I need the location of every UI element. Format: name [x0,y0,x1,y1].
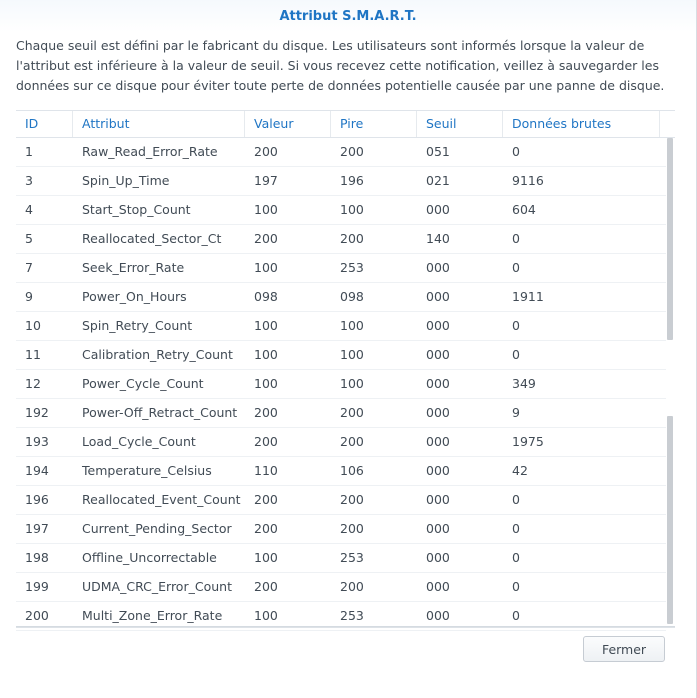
cell-id: 194 [25,463,49,478]
cell-attribute: Power-Off_Retract_Count [82,405,238,420]
cell-raw-data: 0 [512,550,520,565]
cell-id: 197 [25,521,49,536]
table-row[interactable] [16,138,666,167]
cell-attribute: Load_Cycle_Count [82,434,196,449]
cell-value: 100 [254,376,278,391]
cell-attribute: Temperature_Celsius [82,463,212,478]
table-row[interactable] [16,341,666,370]
table-row[interactable] [16,399,666,428]
cell-attribute: Raw_Read_Error_Rate [82,144,218,159]
cell-attribute: Multi_Zone_Error_Rate [82,608,223,623]
table-row[interactable] [16,225,666,254]
cell-raw-data: 349 [512,376,536,391]
cell-raw-data: 0 [512,579,520,594]
cell-value: 197 [254,173,278,188]
cell-id: 192 [25,405,49,420]
column-header-attribute[interactable]: Attribut [73,111,245,137]
cell-id: 11 [25,347,41,362]
cell-value: 100 [254,318,278,333]
cell-threshold: 000 [426,463,450,478]
table-row[interactable] [16,283,666,312]
cell-worst: 200 [340,434,364,449]
table-row[interactable] [16,196,666,225]
cell-worst: 098 [340,289,364,304]
cell-id: 199 [25,579,49,594]
cell-worst: 100 [340,202,364,217]
table-row[interactable] [16,312,666,341]
cell-value: 100 [254,550,278,565]
cell-worst: 253 [340,608,364,623]
cell-threshold: 000 [426,347,450,362]
cell-value: 100 [254,347,278,362]
cell-raw-data: 0 [512,608,520,623]
cell-threshold: 000 [426,318,450,333]
cell-attribute: Power_Cycle_Count [82,376,204,391]
cell-value: 100 [254,202,278,217]
cell-worst: 253 [340,260,364,275]
cell-worst: 200 [340,144,364,159]
cell-threshold: 051 [426,144,450,159]
footer-divider [16,627,675,628]
cell-value: 200 [254,144,278,159]
cell-attribute: Calibration_Retry_Count [82,347,233,362]
cell-threshold: 000 [426,608,450,623]
cell-attribute: Current_Pending_Sector [82,521,232,536]
cell-id: 200 [25,608,49,623]
cell-attribute: Seek_Error_Rate [82,260,185,275]
cell-id: 9 [25,289,33,304]
column-header-raw-data[interactable]: Données brutes [503,111,660,137]
cell-attribute: Spin_Up_Time [82,173,170,188]
cell-threshold: 000 [426,376,450,391]
cell-attribute: UDMA_CRC_Error_Count [82,579,232,594]
cell-attribute: Reallocated_Event_Count [82,492,241,507]
smart-table [16,110,675,627]
table-row[interactable] [16,428,666,457]
cell-attribute: Start_Stop_Count [82,202,191,217]
cell-threshold: 000 [426,521,450,536]
table-scrollbar[interactable] [666,138,675,624]
cell-threshold: 000 [426,434,450,449]
dialog-description: Chaque seuil est défini par le fabricant du disque. Les utilisateurs sont informés lorsque la valeur de l'attribut est inférieure à la valeur de seuil. Si vous recevez cette notification, veillez à sauvegarder les données sur ce disque pour éviter toute perte de données potentielle causée par une panne de disque. [16,38,665,93]
cell-raw-data: 0 [512,318,520,333]
cell-id: 4 [25,202,33,217]
table-row[interactable] [16,573,666,602]
scrollbar-thumb-upper[interactable] [667,138,673,340]
cell-raw-data: 0 [512,492,520,507]
cell-raw-data: 0 [512,347,520,362]
table-body [16,138,666,631]
cell-threshold: 140 [426,231,450,246]
cell-raw-data: 0 [512,231,520,246]
table-row[interactable] [16,486,666,515]
table-row[interactable] [16,515,666,544]
cell-id: 5 [25,231,33,246]
cell-worst: 200 [340,405,364,420]
cell-id: 3 [25,173,33,188]
cell-value: 200 [254,579,278,594]
column-header-spacer [660,111,675,137]
cell-threshold: 000 [426,260,450,275]
cell-id: 10 [25,318,41,333]
cell-threshold: 000 [426,202,450,217]
table-header [16,110,675,138]
cell-worst: 196 [340,173,364,188]
cell-attribute: Offline_Uncorrectable [82,550,217,565]
cell-raw-data: 9 [512,405,520,420]
cell-value: 200 [254,405,278,420]
column-header-value[interactable]: Valeur [245,111,331,137]
column-header-worst[interactable]: Pire [331,111,417,137]
cell-worst: 253 [340,550,364,565]
table-row[interactable] [16,370,666,399]
cell-value: 110 [254,463,278,478]
cell-worst: 200 [340,231,364,246]
cell-threshold: 000 [426,405,450,420]
table-row[interactable] [16,544,666,573]
cell-threshold: 000 [426,550,450,565]
cell-threshold: 000 [426,289,450,304]
table-row[interactable] [16,254,666,283]
cell-id: 196 [25,492,49,507]
dialog-title: Attribut S.M.A.R.T. [0,0,696,32]
scrollbar-thumb-lower[interactable] [667,416,673,624]
cell-id: 12 [25,376,41,391]
cell-worst: 100 [340,347,364,362]
cell-id: 1 [25,144,33,159]
cell-raw-data: 0 [512,260,520,275]
column-header-id[interactable]: ID [16,111,73,137]
cell-raw-data: 9116 [512,173,544,188]
cell-threshold: 021 [426,173,450,188]
column-header-threshold[interactable]: Seuil [417,111,503,137]
cell-value: 200 [254,231,278,246]
cell-value: 100 [254,608,278,623]
cell-worst: 106 [340,463,364,478]
cell-raw-data: 0 [512,521,520,536]
cell-value: 200 [254,492,278,507]
cell-value: 100 [254,260,278,275]
cell-id: 198 [25,550,49,565]
cell-raw-data: 604 [512,202,536,217]
cell-raw-data: 0 [512,144,520,159]
cell-id: 7 [25,260,33,275]
cell-value: 098 [254,289,278,304]
cell-value: 200 [254,521,278,536]
cell-worst: 200 [340,521,364,536]
cell-value: 200 [254,434,278,449]
table-row[interactable] [16,167,666,196]
cell-worst: 200 [340,579,364,594]
cell-worst: 100 [340,318,364,333]
cell-worst: 100 [340,376,364,391]
cell-attribute: Reallocated_Sector_Ct [82,231,222,246]
table-row[interactable] [16,457,666,486]
cell-threshold: 000 [426,579,450,594]
cell-raw-data: 1911 [512,289,544,304]
cell-id: 193 [25,434,49,449]
cell-raw-data: 1975 [512,434,544,449]
close-button[interactable]: Fermer [583,636,665,662]
cell-attribute: Power_On_Hours [82,289,187,304]
cell-raw-data: 42 [512,463,528,478]
cell-threshold: 000 [426,492,450,507]
cell-worst: 200 [340,492,364,507]
cell-attribute: Spin_Retry_Count [82,318,193,333]
